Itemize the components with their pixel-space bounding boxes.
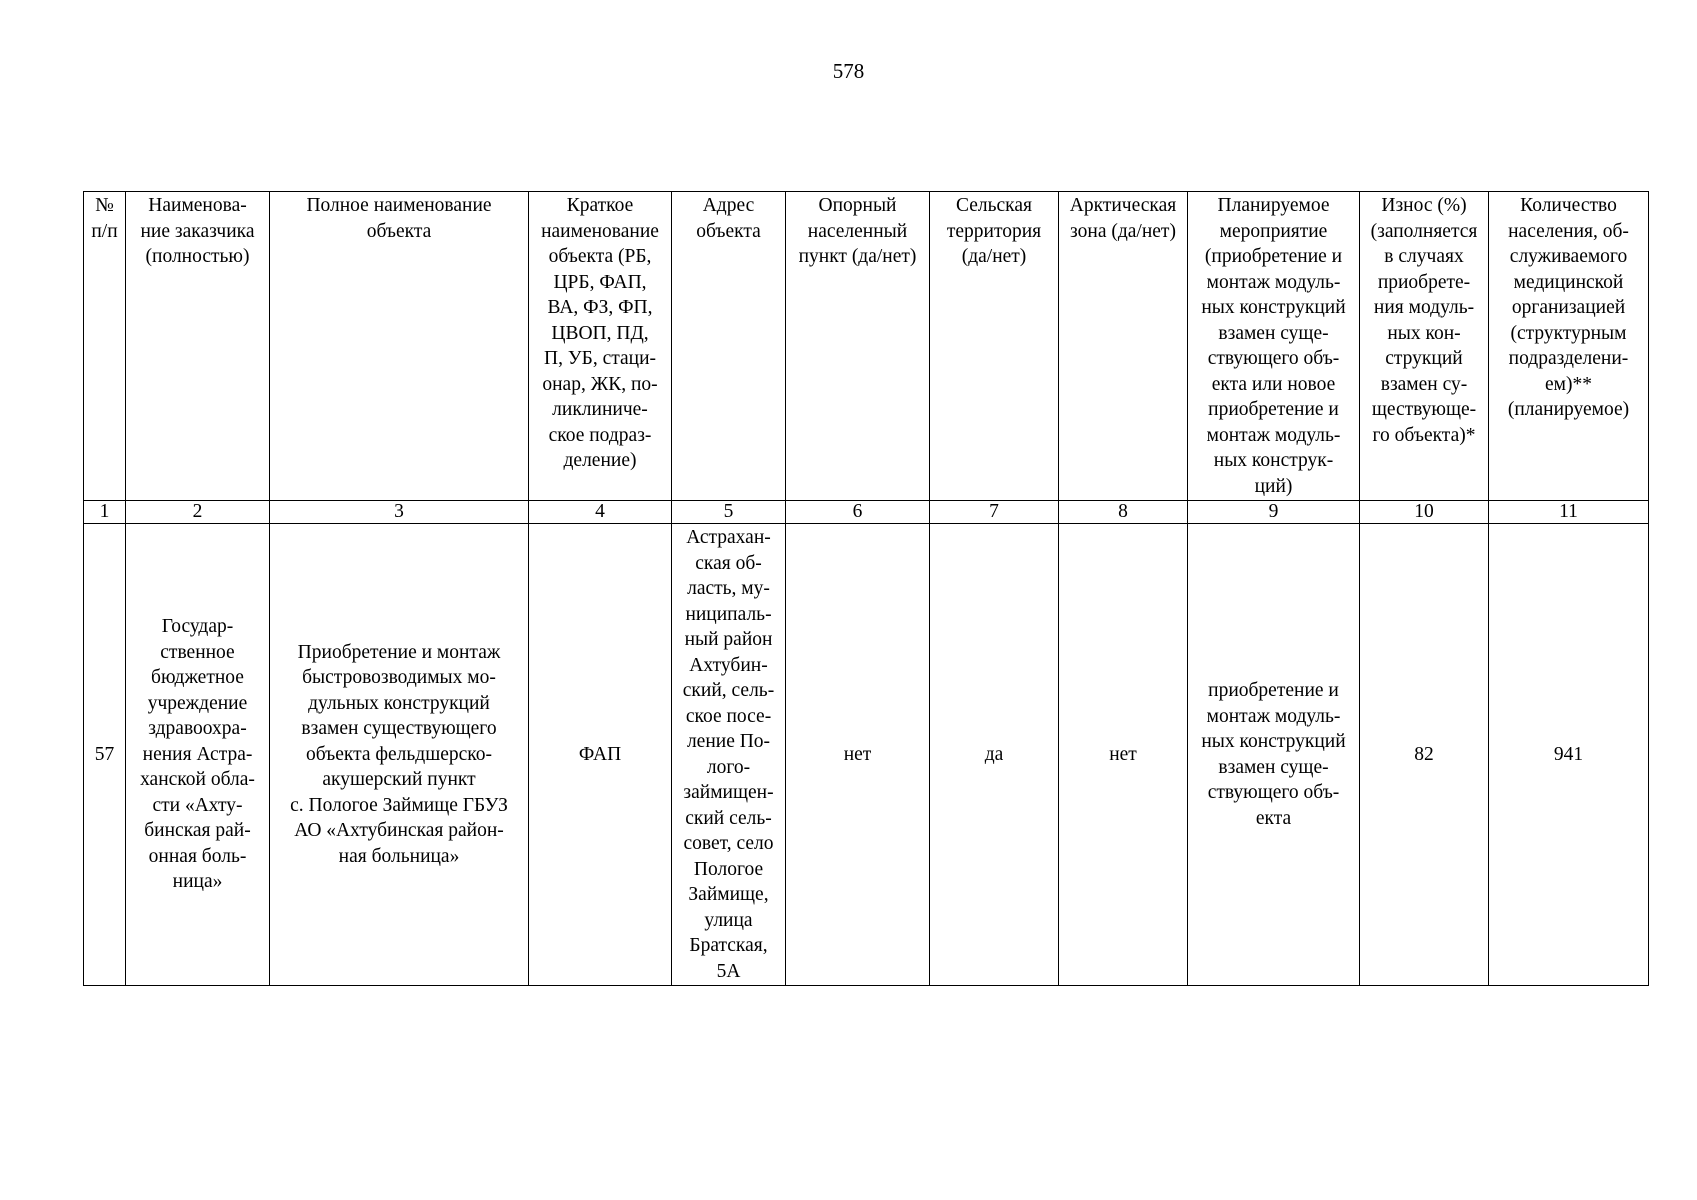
row-number-cell: 57 <box>84 524 126 986</box>
column-number-cell: 6 <box>786 501 930 524</box>
header-cell-full-name: Полное наименование объекта <box>270 192 529 501</box>
column-number-cell: 3 <box>270 501 529 524</box>
header-cell-planned-action: Планируемое мероприятие (приобретение и монтаж модуль- ных конструкций взамен суще- ствующего объ- екта или новое приобретение и монтаж модуль- ных конструк- ций) <box>1188 192 1360 501</box>
short-name-cell: ФАП <box>529 524 672 986</box>
column-number-cell: 11 <box>1489 501 1649 524</box>
planned-action-cell: приобретение и монтаж модуль- ных конструкций взамен суще- ствующего объ- екта <box>1188 524 1360 986</box>
page-number: 578 <box>832 59 865 83</box>
full-name-cell: Приобретение и монтаж быстровозводимых мо- дульных конструкций взамен существующего объекта фельдшерско- акушерский пункт с. Пологое Займище ГБУЗ АО «Ахтубинская район- ная больница» <box>270 524 529 986</box>
header-cell-rural: Сельская территория (да/нет) <box>930 192 1059 501</box>
wear-cell: 82 <box>1360 524 1489 986</box>
column-number-cell: 9 <box>1188 501 1360 524</box>
header-cell-population: Количество населения, об- служиваемого медицинской организацией (структурным подразделени- ем)** (планируемое) <box>1489 192 1649 501</box>
column-number-cell: 5 <box>672 501 786 524</box>
customer-cell: Государ- ственное бюджетное учреждение здравоохра- нения Астра- ханской обла- сти «Ахту- бинская рай- онная боль- ница» <box>126 524 270 986</box>
column-number-cell: 8 <box>1059 501 1188 524</box>
table-header-row <box>84 192 1649 501</box>
header-cell-support-settlement: Опорный населенный пункт (да/нет) <box>786 192 930 501</box>
population-cell: 941 <box>1489 524 1649 986</box>
register-table <box>83 191 1649 986</box>
header-cell-customer: Наименова- ние заказчика (полностью) <box>126 192 270 501</box>
header-cell-number: № п/п <box>84 192 126 501</box>
table-row <box>84 524 1649 986</box>
column-number-cell: 2 <box>126 501 270 524</box>
header-cell-address: Адрес объекта <box>672 192 786 501</box>
arctic-cell: нет <box>1059 524 1188 986</box>
rural-cell: да <box>930 524 1059 986</box>
header-cell-arctic: Арктическая зона (да/нет) <box>1059 192 1188 501</box>
column-number-row <box>84 501 1649 524</box>
column-number-cell: 4 <box>529 501 672 524</box>
header-cell-wear: Износ (%) (заполняется в случаях приобрете- ния модуль- ных кон- струкций взамен су- ществующе- го объекта)* <box>1360 192 1489 501</box>
column-number-cell: 10 <box>1360 501 1489 524</box>
column-number-cell: 1 <box>84 501 126 524</box>
column-number-cell: 7 <box>930 501 1059 524</box>
address-cell: Астрахан- ская об- ласть, му- ниципаль- ный район Ахтубин- ский, сель- ское посе- ление По- лого- займищен- ский сель- совет, село Пологое Займище, улица Братская, 5А <box>672 524 786 986</box>
header-cell-short-name: Краткое наименование объекта (РБ, ЦРБ, ФАП, ВА, ФЗ, ФП, ЦВОП, ПД, П, УБ, стаци- онар, ЖК, по- ликлиниче- ское подраз- деление) <box>529 192 672 501</box>
support-settlement-cell: нет <box>786 524 930 986</box>
